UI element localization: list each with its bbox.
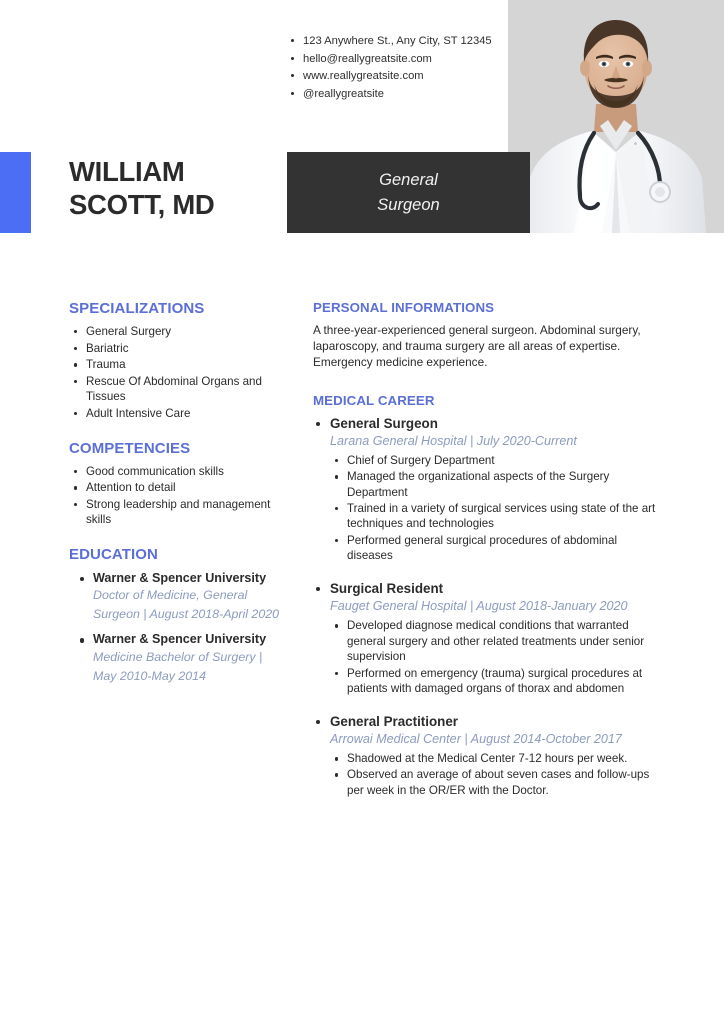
list-item: Performed on emergency (trauma) surgical procedures at patients with damaged organs of thorax and abdomen [330, 666, 663, 697]
list-item: Managed the organizational aspects of the Surgery Department [330, 469, 663, 500]
list-item [69, 631, 284, 686]
contact-social-handle[interactable]: @reallygreatsite [289, 86, 499, 103]
list-item: Trained in a variety of surgical services using state of the art techniques and technologies [330, 501, 663, 532]
career-role: Surgical Resident [330, 580, 444, 596]
list-item: Good communication skills [69, 464, 284, 480]
list-item: Bariatric [69, 341, 284, 357]
list-item: Shadowed at the Medical Center 7-12 hours per week. [330, 751, 663, 767]
section-education [69, 546, 284, 686]
profile-photo [508, 0, 724, 233]
career-meta: Larana General Hospital | July 2020-Current [330, 433, 577, 448]
list-item: Adult Intensive Care [69, 406, 284, 422]
education-detail: Medicine Bachelor of Surgery | May 2010-May 2014 [93, 649, 263, 683]
list-item [313, 580, 663, 697]
contact-website[interactable]: www.reallygreatsite.com [289, 68, 499, 85]
list-item: Attention to detail [69, 480, 284, 496]
career-duty-list [330, 453, 663, 564]
education-heading: EDUCATION [69, 545, 158, 563]
education-school: Warner & Spencer University [93, 632, 267, 647]
contact-list [289, 33, 499, 103]
contact-email[interactable]: hello@reallygreatsite.com [289, 51, 499, 68]
name-first-line: WILLIAM [69, 156, 185, 187]
list-item: General Surgery [69, 324, 284, 340]
education-school: Warner & Spencer University [93, 570, 267, 585]
job-title-line-1: General [379, 170, 438, 189]
section-medical-career [313, 393, 663, 799]
personal-informations-heading: PERSONAL INFORMATIONS [313, 300, 495, 315]
career-duty-list [330, 751, 663, 798]
career-meta: Arrowai Medical Center | August 2014-October 2017 [330, 731, 622, 746]
list-item: Strong leadership and management skills [69, 497, 284, 528]
main-column [313, 300, 663, 817]
list-item: Rescue Of Abdominal Organs and Tissues [69, 374, 284, 405]
name-second-line: SCOTT, MD [69, 189, 215, 220]
list-item [313, 415, 663, 564]
job-title-badge [287, 152, 530, 233]
education-list [69, 570, 284, 686]
career-role: General Practitioner [330, 713, 459, 729]
career-role: General Surgeon [330, 415, 438, 431]
sidebar-column [69, 300, 284, 704]
specializations-list [69, 324, 284, 422]
blue-accent-bar [0, 152, 31, 233]
list-item: Observed an average of about seven cases and follow-ups per week in the OR/ER with the Doctor. [330, 767, 663, 798]
list-item: Developed diagnose medical conditions that warranted general surgery and other related treatments under senior supervision [330, 618, 663, 665]
candidate-name [69, 155, 284, 221]
career-list [313, 415, 663, 799]
competencies-list [69, 464, 284, 528]
career-duty-list [330, 618, 663, 696]
list-item [69, 570, 284, 625]
career-meta: Fauget General Hospital | August 2018-January 2020 [330, 598, 628, 613]
list-item: Trauma [69, 357, 284, 373]
contact-address: 123 Anywhere St., Any City, ST 12345 [289, 33, 499, 50]
specializations-heading: SPECIALIZATIONS [69, 300, 205, 317]
section-personal-informations [313, 300, 663, 371]
doctor-portrait-image [508, 0, 724, 233]
personal-informations-text: A three-year-experienced general surgeon. Abdominal surgery, laparoscopy, and trauma surgery are all areas of expertise. Emergency medicine experience. [313, 323, 641, 370]
resume-header [0, 0, 724, 234]
education-detail: Doctor of Medicine, General Surgeon | August 2018-April 2020 [93, 588, 279, 622]
medical-career-heading: MEDICAL CAREER [313, 392, 435, 408]
list-item: Performed general surgical procedures of abdominal diseases [330, 533, 663, 564]
list-item: Chief of Surgery Department [330, 453, 663, 469]
list-item [313, 713, 663, 799]
competencies-heading: COMPETENCIES [69, 439, 191, 457]
job-title-line-2: Surgeon [377, 195, 440, 214]
section-specializations [69, 300, 284, 422]
section-competencies [69, 440, 284, 528]
